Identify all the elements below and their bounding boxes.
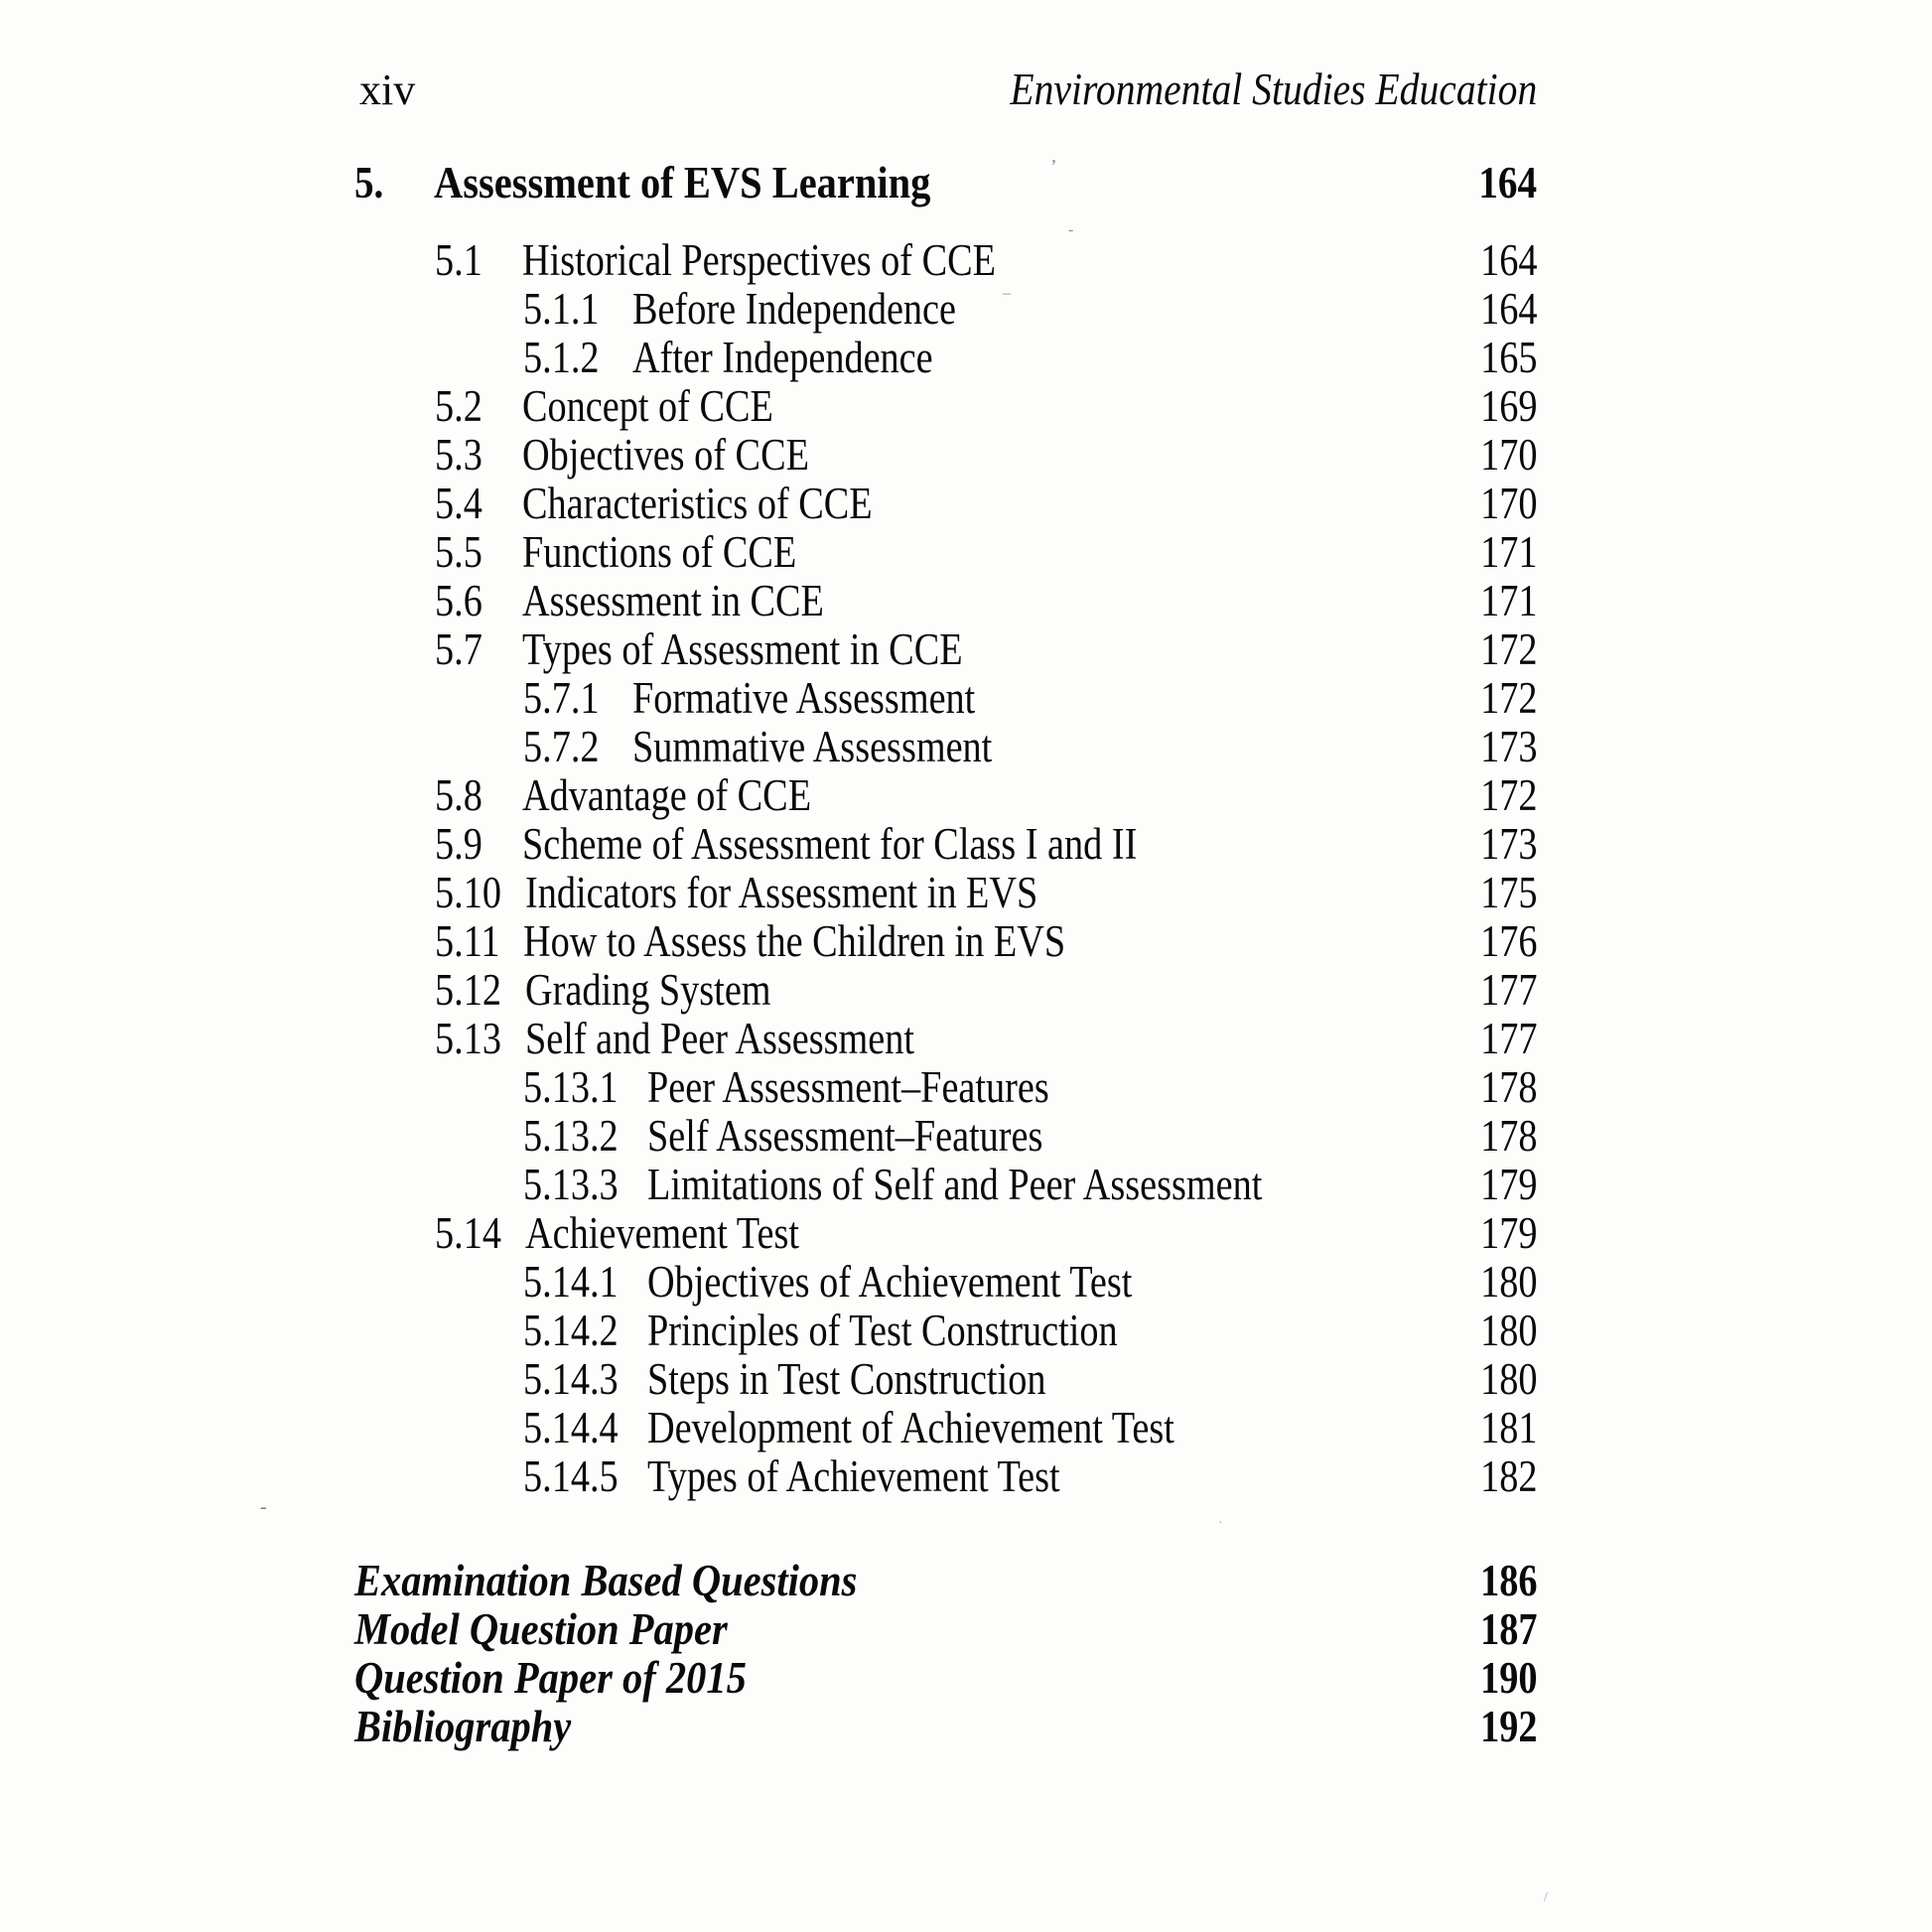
toc-entry-title: Characteristics of CCE <box>522 479 873 528</box>
back-matter-row <box>354 1557 1537 1605</box>
back-matter-title: Examination Based Questions <box>354 1556 858 1605</box>
toc-entry-title: Types of Assessment in CCE <box>522 624 963 674</box>
toc-entry-page-number: 172 <box>1479 770 1537 820</box>
page-header <box>359 66 1537 114</box>
scan-speck: / <box>1544 1890 1548 1905</box>
toc-entry-row <box>354 528 1537 577</box>
toc-entry-title: Limitations of Self and Peer Assessment <box>646 1160 1262 1209</box>
toc-entry-row <box>354 771 1537 820</box>
toc-entry-page-number: 165 <box>1479 333 1537 382</box>
toc-entry-title: Concept of CCE <box>522 381 773 431</box>
toc-entry-number: 5.6 <box>435 576 483 625</box>
toc-entry-row <box>354 917 1537 966</box>
toc-entry-number: 5.11 <box>435 916 500 966</box>
toc-entry-page-number: 179 <box>1479 1208 1537 1258</box>
toc-entry-title: Grading System <box>524 965 771 1015</box>
toc-entry-page-number: 164 <box>1479 284 1537 334</box>
toc-entry-title: Functions of CCE <box>522 527 797 577</box>
toc-entry-title: After Independence <box>632 333 933 382</box>
back-matter-page-number: 186 <box>1479 1556 1537 1605</box>
toc-entry-list <box>354 236 1537 1501</box>
toc-entry-number: 5.13 <box>435 1014 501 1063</box>
toc-entry-row <box>354 236 1537 285</box>
toc-entry-page-number: 176 <box>1479 916 1537 966</box>
toc-entry-title: Before Independence <box>632 284 957 334</box>
toc-entry-number: 5.12 <box>435 965 501 1015</box>
toc-entry-number: 5.10 <box>435 868 501 917</box>
toc-entry-page-number: 178 <box>1479 1062 1537 1112</box>
toc-entry-row <box>354 334 1537 382</box>
toc-entry-number: 5.14.4 <box>523 1403 619 1452</box>
toc-entry-row <box>354 1258 1537 1307</box>
toc-entry-page-number: 177 <box>1479 965 1537 1015</box>
toc-entry-number: 5.13.1 <box>523 1062 619 1112</box>
toc-entry-row <box>354 382 1537 431</box>
toc-entry-page-number: 180 <box>1479 1306 1537 1355</box>
toc-entry-row <box>354 1112 1537 1161</box>
toc-entry-number: 5.5 <box>435 527 483 577</box>
toc-entry-number: 5.2 <box>435 381 483 431</box>
toc-entry-page-number: 179 <box>1479 1160 1537 1209</box>
toc-entry-number: 5.1.1 <box>523 284 600 334</box>
toc-entry-row <box>354 431 1537 480</box>
toc-entry-page-number: 182 <box>1479 1451 1537 1501</box>
toc-entry-page-number: 164 <box>1479 235 1537 285</box>
back-matter-list <box>354 1557 1537 1751</box>
toc-entry-title: Formative Assessment <box>632 673 976 723</box>
toc-entry-row <box>354 1015 1537 1063</box>
toc-entry-title: Steps in Test Construction <box>646 1354 1045 1404</box>
toc-entry-page-number: 173 <box>1479 722 1537 771</box>
toc-entry-row <box>354 625 1537 674</box>
toc-entry-number: 5.1 <box>435 235 483 285</box>
toc-entry-number: 5.14.5 <box>523 1451 619 1501</box>
toc-entry-row <box>354 674 1537 723</box>
toc-entry-page-number: 172 <box>1479 673 1537 723</box>
chapter-number: 5. <box>354 157 384 207</box>
toc-entry-title: Types of Achievement Test <box>646 1451 1060 1501</box>
toc-entry-row <box>354 1063 1537 1112</box>
toc-entry-row <box>354 1355 1537 1404</box>
toc-entry-title: Development of Achievement Test <box>646 1403 1174 1452</box>
scan-speck: – <box>1003 285 1011 302</box>
page-number-roman: xiv <box>359 66 416 114</box>
toc-entry-page-number: 169 <box>1479 381 1537 431</box>
toc-entry-number: 5.13.3 <box>523 1160 619 1209</box>
toc-entry-number: 5.3 <box>435 430 483 480</box>
toc-entry-page-number: 180 <box>1479 1354 1537 1404</box>
toc-entry-row <box>354 1404 1537 1452</box>
toc-entry-number: 5.14.3 <box>523 1354 619 1404</box>
toc-entry-title: Peer Assessment–Features <box>646 1062 1049 1112</box>
back-matter-title: Bibliography <box>354 1702 572 1751</box>
scan-speck: · <box>1218 1516 1223 1531</box>
toc-entry-row <box>354 1209 1537 1258</box>
toc-entry-row <box>354 723 1537 771</box>
table-of-contents <box>354 158 1537 1751</box>
scan-speck: - <box>1068 221 1074 238</box>
toc-entry-page-number: 180 <box>1479 1257 1537 1307</box>
toc-entry-title: Achievement Test <box>524 1208 799 1258</box>
toc-entry-title: Principles of Test Construction <box>646 1306 1118 1355</box>
toc-entry-number: 5.1.2 <box>523 333 600 382</box>
toc-entry-page-number: 173 <box>1479 819 1537 869</box>
scan-speck: ’ <box>1050 156 1057 178</box>
toc-entry-title: Assessment in CCE <box>522 576 824 625</box>
back-matter-page-number: 187 <box>1479 1604 1537 1654</box>
toc-entry-page-number: 171 <box>1479 527 1537 577</box>
toc-entry-number: 5.7 <box>435 624 483 674</box>
toc-entry-page-number: 170 <box>1479 479 1537 528</box>
toc-entry-number: 5.14 <box>435 1208 501 1258</box>
toc-entry-title: Objectives of Achievement Test <box>646 1257 1132 1307</box>
toc-entry-title: Indicators for Assessment in EVS <box>524 868 1038 917</box>
toc-entry-row <box>354 285 1537 334</box>
back-matter-title: Question Paper of 2015 <box>354 1653 747 1703</box>
toc-entry-title: Self Assessment–Features <box>646 1111 1042 1161</box>
toc-entry-number: 5.9 <box>435 819 483 869</box>
toc-entry-title: Historical Perspectives of CCE <box>522 235 996 285</box>
toc-entry-number: 5.13.2 <box>523 1111 619 1161</box>
toc-entry-number: 5.14.1 <box>523 1257 619 1307</box>
toc-entry-page-number: 170 <box>1479 430 1537 480</box>
back-matter-row <box>354 1605 1537 1654</box>
toc-entry-title: Advantage of CCE <box>522 770 812 820</box>
toc-entry-row <box>354 869 1537 917</box>
toc-entry-title: Self and Peer Assessment <box>524 1014 914 1063</box>
toc-entry-row <box>354 1307 1537 1355</box>
back-matter-title: Model Question Paper <box>354 1604 728 1654</box>
back-matter-page-number: 190 <box>1479 1653 1537 1703</box>
toc-entry-page-number: 178 <box>1479 1111 1537 1161</box>
toc-entry-page-number: 177 <box>1479 1014 1537 1063</box>
toc-entry-number: 5.8 <box>435 770 483 820</box>
chapter-heading-row <box>354 158 1537 207</box>
toc-entry-page-number: 172 <box>1479 624 1537 674</box>
toc-entry-page-number: 175 <box>1479 868 1537 917</box>
toc-entry-title: Objectives of CCE <box>522 430 809 480</box>
toc-entry-number: 5.7.1 <box>523 673 600 723</box>
toc-entry-title: How to Assess the Children in EVS <box>523 916 1066 966</box>
back-matter-row <box>354 1654 1537 1703</box>
toc-entry-number: 5.4 <box>435 479 483 528</box>
toc-entry-number: 5.7.2 <box>523 722 600 771</box>
toc-entry-page-number: 181 <box>1479 1403 1537 1452</box>
toc-entry-title: Summative Assessment <box>632 722 993 771</box>
toc-entry-row <box>354 480 1537 528</box>
toc-entry-row <box>354 820 1537 869</box>
scan-speck: - <box>260 1496 267 1518</box>
back-matter-page-number: 192 <box>1479 1702 1537 1751</box>
toc-entry-row <box>354 577 1537 625</box>
toc-entry-row <box>354 1452 1537 1501</box>
toc-entry-number: 5.14.2 <box>523 1306 619 1355</box>
chapter-page-number: 164 <box>1478 157 1537 207</box>
toc-entry-row <box>354 1161 1537 1209</box>
chapter-title: Assessment of EVS Learning <box>434 157 931 207</box>
toc-entry-row <box>354 966 1537 1015</box>
running-book-title: Environmental Studies Education <box>1010 65 1537 114</box>
toc-entry-title: Scheme of Assessment for Class I and II <box>522 819 1138 869</box>
toc-entry-page-number: 171 <box>1479 576 1537 625</box>
back-matter-row <box>354 1703 1537 1751</box>
